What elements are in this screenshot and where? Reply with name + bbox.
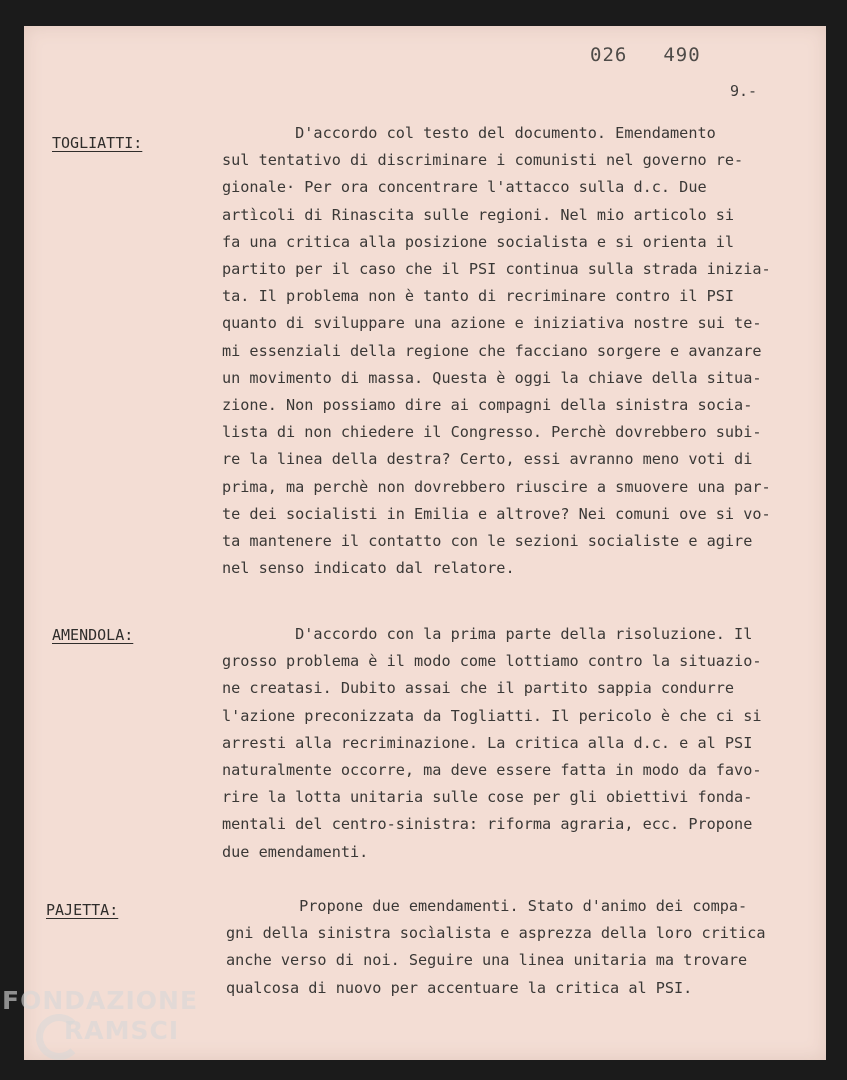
text-line: l'azione preconizzata da Togliatti. Il pericolo è che ci si xyxy=(222,706,762,725)
speech-amendola xyxy=(222,621,822,866)
text-line: nel senso indicato dal relatore. xyxy=(222,559,515,578)
text-line: fa una critica alla posizione socialista e si orienta il xyxy=(222,232,735,251)
text-line: sul tentativo di discriminare i comunisti nel governo re- xyxy=(222,151,744,170)
text-line: partito per il caso che il PSI continua sulla strada inizia- xyxy=(222,260,771,279)
text-line: mi essenziali della regione che facciano sorgere e avanzare xyxy=(222,341,762,360)
speaker-pajetta: PAJETTA: xyxy=(46,901,119,919)
text-line: re la linea della destra? Certo, essi avranno meno voti di xyxy=(222,450,753,469)
archive-number-part-2: 490 xyxy=(663,44,701,66)
text-line: ne creatasi. Dubito assai che il partito sappia condurre xyxy=(222,679,735,698)
text-line: Propone due emendamenti. Stato d'animo dei compa- xyxy=(226,897,748,915)
text-line: grosso problema è il modo come lottiamo contro la situazio- xyxy=(222,652,762,671)
watermark-line-1: FONDAZIONE xyxy=(2,986,199,1015)
text-line: lista di non chiedere il Congresso. Perchè dovrebbero subi- xyxy=(222,423,762,442)
text-line: D'accordo col testo del documento. Emendamento xyxy=(222,124,716,142)
fondazione-gramsci-watermark xyxy=(2,986,198,1046)
watermark-g-logo xyxy=(36,1014,82,1060)
text-line: prima, ma perchè non dovrebbero riuscire a smuovere una par- xyxy=(222,477,771,496)
text-line: gionale· Per ora concentrare l'attacco sulla d.c. Due xyxy=(222,178,707,197)
watermark-line-2: RAMSCI xyxy=(64,1016,180,1045)
text-line: qualcosa di nuovo per accentuare la critica al PSI. xyxy=(226,978,693,997)
text-line: arresti alla recriminazione. La critica alla d.c. e al PSI xyxy=(222,733,753,752)
text-line: artìcoli di Rinascita sulle regioni. Nel mio articolo si xyxy=(222,205,735,224)
speaker-togliatti: TOGLIATTI: xyxy=(52,134,143,152)
archive-number xyxy=(590,44,737,66)
text-line: quanto di sviluppare una azione e iniziativa nostre sui te- xyxy=(222,314,762,333)
text-line: naturalmente occorre, ma deve essere fatta in modo da favo- xyxy=(222,761,762,780)
page-number: 9.- xyxy=(730,82,758,100)
speaker-amendola: AMENDOLA: xyxy=(52,626,134,644)
text-line: zione. Non possiamo dire ai compagni della sinistra socia- xyxy=(222,396,753,415)
text-line: anche verso di noi. Seguire una linea unitaria ma trovare xyxy=(226,951,748,970)
archive-number-part-1: 026 xyxy=(590,44,628,66)
speech-pajetta xyxy=(226,893,826,1002)
text-line: te dei socialisti in Emilia e altrove? Nei comuni ove si vo- xyxy=(222,504,771,523)
speech-togliatti xyxy=(222,120,822,582)
text-line: D'accordo con la prima parte della risoluzione. Il xyxy=(222,625,753,643)
text-line: mentali del centro-sinistra: riforma agraria, ecc. Propone xyxy=(222,815,753,834)
text-line: gni della sinistra socìalista e asprezza della loro critica xyxy=(226,924,766,943)
text-line: un movimento di massa. Questa è oggi la chiave della situa- xyxy=(222,368,762,387)
text-line: ta. Il problema non è tanto di recriminare contro il PSI xyxy=(222,287,735,306)
text-line: rire la lotta unitaria sulle cose per gli obiettivi fonda- xyxy=(222,788,753,807)
text-line: due emendamenti. xyxy=(222,842,369,861)
text-line: ta mantenere il contatto con le sezioni socialiste e agire xyxy=(222,532,753,551)
